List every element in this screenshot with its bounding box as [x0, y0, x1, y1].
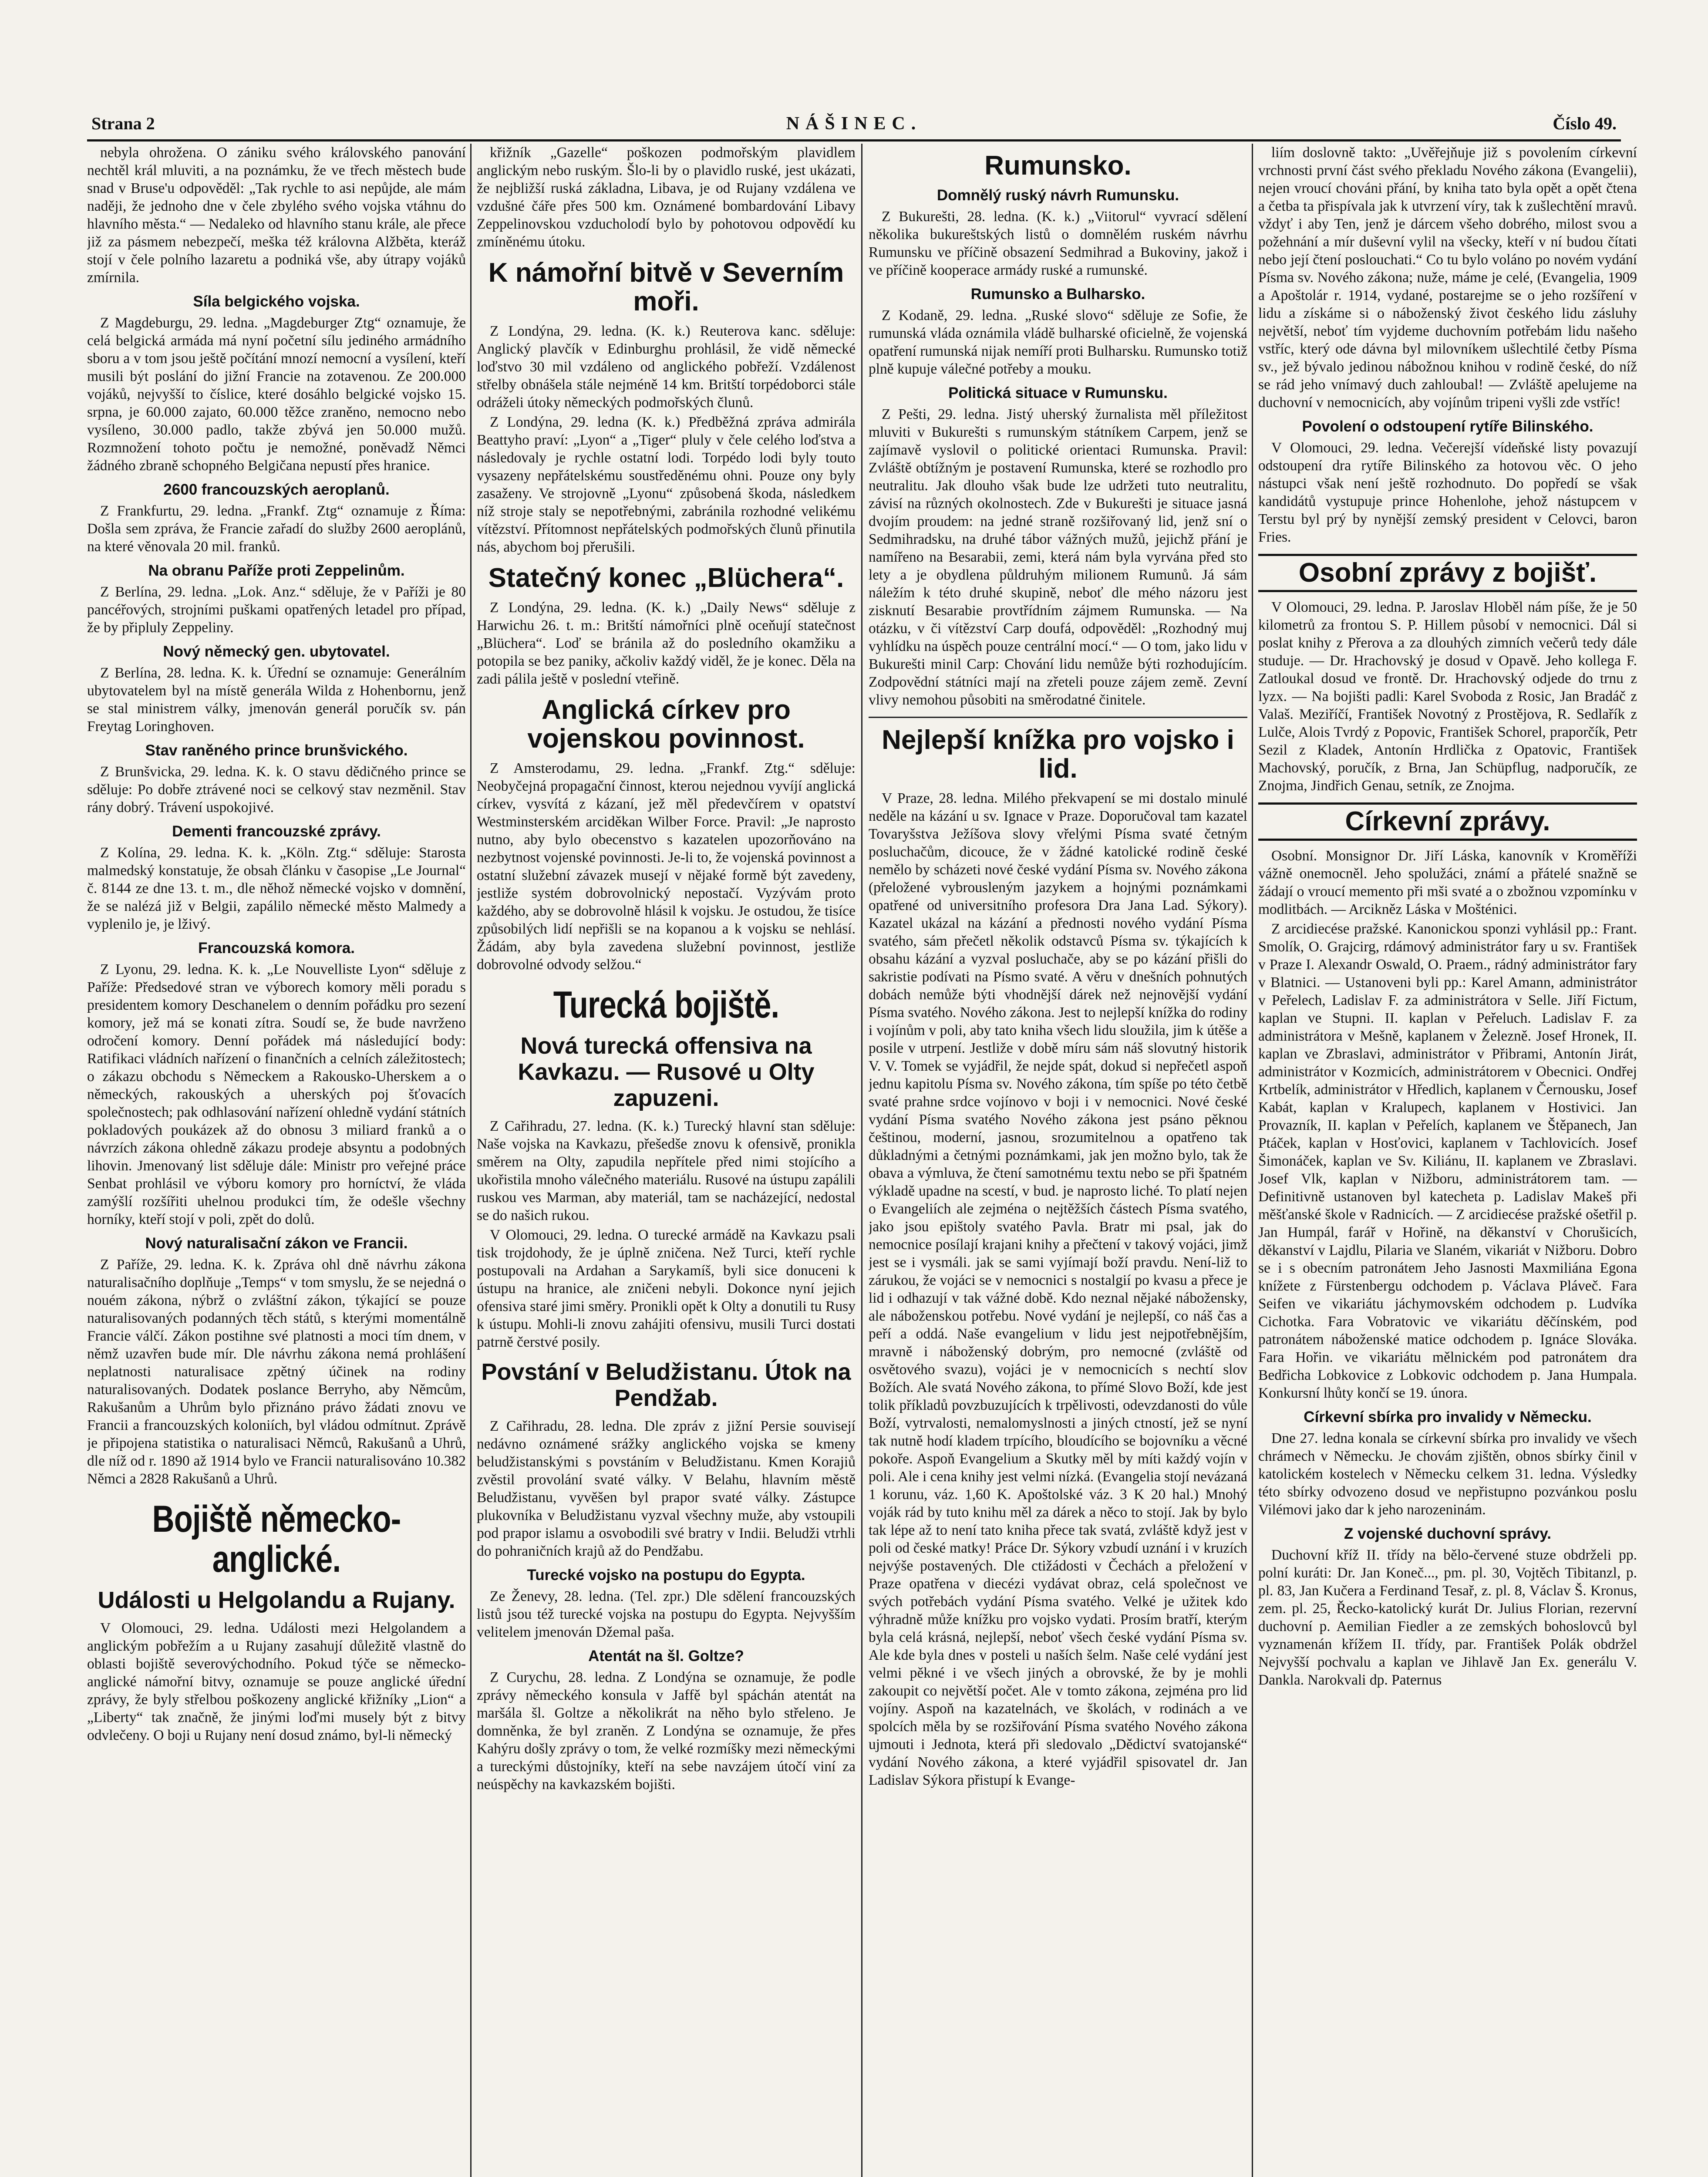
column-2	[477, 144, 856, 2177]
newspaper-title: NÁŠINEC.	[786, 114, 922, 134]
article-subhead: Síla belgického vojska.	[193, 293, 360, 310]
article-paragraph: Osobní. Monsignor Dr. Jiří Láska, kanovník v Kroměříži vážně onemocněl. Jeho spolužáci, známí a přátelé snažně se žádají o vroucí memento při mši svaté a o zbožnou vzpomínku v modlitbách. — Arcikněz Láska v Mošténici.	[1258, 848, 1637, 917]
article-paragraph: Z Paříže, 29. ledna. K. k. Zpráva ohl dně návrhu zákona naturalisačního doplňuje „Temps“ v tom smyslu, že se nejedná o nouém zákona, nýbrž o zvláštní zákon, týkající se pouze naturalisovaných podanných těch států, s kterými momentálně Francie válčí. Zákon postihne své platnosti a moci tím dnem, v němž uzavřen bude mír. Dle návrhu zákona nemá prohlášení neplatnosti naturalisace zpětný účinek na rodiny naturalisovaných. Dodatek poslance Berryho, aby Němcům, Rakušanům a Uhrům bylo přiznáno právo žádati znovu ve Francii a francouzských koloniích, byl vládou odmítnut. Zprávě je připojena statistika o naturalisaci Němců, Rakušanů a Uhrů, dle níž od r. 1890 až 1914 bylo ve Francii naturalisováno 10.382 Němci a 2828 Rakušanů a Uhrů.	[87, 1257, 466, 1487]
article-subhead: 2600 francouzských aeroplanů.	[163, 481, 390, 498]
article-paragraph: liím doslovně takto: „Uvěřejňuje již s povolením církevní vrchnosti první část svého překladu Nového zákona (Evangelii), nejen vroucí chováni přání, by kniha tato byla opět a opět čtena a četba ta přispívala jak k utvrzení víry, tak k zušlechtění mravů. vždyť i aby Ten, jenž je dárcem všeho dobrého, milost svou a požehnání a mír duševní vylil na všecky, kteří v ní budou čítati nebo její čtení poslouchati.“ Co tu bylo voláno po novém vydání Písma sv. Nového zákona; nuže, máme je celé, (Evangelia, 1909 a Apoštolár r. 1914, vydané, postarejme se o jeho rozšíření v lidu a získáme si o náboženský život českého lidu zásluhy největší, neboť tím vyjdeme duchovním potřebám lidu našeho vstříc, který ode dávna byl milovníkem ušlechtilé četby Písma sv., jež bývalo jedinou nábožnou knihou v rodině české, do níž se rád jeho vnímavý duch zahloubal! — Zvláště apelujeme na duchovní v nemocnicích, aby vojínům tripeni vyšli zde vstříc!	[1258, 145, 1637, 411]
article-paragraph: V Olomouci, 29. ledna. P. Jaroslav Hloběl nám píše, že je 50 kilometrů za frontou S. P. Hillem působí v nemocnici. Dál si poslat knihy z Přerova a za dlouhých zimních večerů tedy dále studuje. — Dr. Hrachovský je dosud v Opavě. Jeho kollega F. Zatloukal dosud ve frontě. Dr. Hrachovský odjede do trnu z lyzx. — Na bojišti padli: Karel Svoboda z Rosic, Jan Bradáč z Valaš. Meziříčí, František Novotný z Prostějova, R. Sedlařík z Lulče, Alois Tvrdý z Popovic, František Schorel, praporčík, Petr Sezil z Kladek, Antonín Hrdlička z Opatovic, František Machovský, poručík, z Brna, Jan Schüpflug, nadporučík, ze Znojma, Jindřich Genau, setník, ze Znojma.	[1258, 599, 1637, 794]
column-3	[869, 144, 1247, 2177]
article-paragraph: Z Amsterodamu, 29. ledna. „Frankf. Ztg.“ sděluje: Neobyčejná propagační činnost, kterou nejednou vyvíjí anglická církev, vysvítá z kázaní, jež měl předevčírem v opatství Westminsterském arciděkan Wilber Force. Pravil: „Je naprosto nutno, aby bylo obecenstvo s kazatelen upozorňováno na nezbytnost vojenské povinnosti. Je-li to, že vojenská povinnost a ostatní služební závazek musejí v nějaké formě být zavedeny, jestliže systém dobrovolnický nepostačí. Vyzývám proto každého, aby se dobrovolně hlásil k vojsku. Je ostudou, že tisíce způsobilých lidí nepřišli se na kopanou a k vojsku se nehlásí. Žádám, aby byla zavedena služební povinnost, jestliže dobrovolné odvody selžou.“	[477, 760, 856, 973]
article-paragraph: Z Curychu, 28. ledna. Z Londýna se oznamuje, že podle zprávy německého konsula v Jaffě byl spáchán atentát na maršála šl. Goltze a několikrát na něho bylo střeleno. Je domněnka, že byl zraněn. Z Londýna se oznamuje, že přes Kahýru došly zprávy o tom, že velké rozmíšky mezi německými a tureckými důstojníky, kteří na sebe navzájem útočí viní za neúspěchy na kavkazském bojišti.	[477, 1669, 856, 1793]
article-subhead: Z vojenské duchovní správy.	[1344, 1525, 1551, 1542]
article-subhead: Na obranu Paříže proti Zeppelinům.	[148, 562, 405, 579]
article-subhead: Církevní sbírka pro invalidy v Německu.	[1304, 1409, 1592, 1425]
article-paragraph: křižník „Gazelle“ poškozen podmořským plavidlem anglickým nebo ruským. Šlo-li by o plavidlo ruské, jest ukázati, že nejbližší ruská základna, Libava, je od Rujany vzdálena ve vzdušné čáře přes 500 km. Oznámené bombardování Libavy Zeppelinovskou vzducholodí bylo by pohotovou odpovědí ku zmíněnému útoku.	[477, 145, 856, 250]
issue-number: Číslo 49.	[1553, 114, 1617, 133]
article-paragraph: nebyla ohrožena. O zániku svého královského panování nechtěl král mluviti, a na poznámku, že ve třech městech bude snad v Bruse'u odpověděl: „Tak rychle to asi nepůjde, ale mám naději, že jednoho dne v čele zbylého svého vojska vtáhnu do hlavního města.“ — Nedaleko od hlavního stanu krále, ale přece již za pásmem nebezpečí, meška též královna Alžběta, kteráž stojí v čele polního lazaretu a podniká vše, aby útrapy vojáků zmírnila.	[87, 145, 466, 286]
article-paragraph: Z Brunšvicka, 29. ledna. K. k. O stavu dědičného prince se sděluje: Po dobře ztrávené noci se celkový stav nezměnil. Stav rány dobrý. Trávení uspokojivé.	[87, 764, 466, 816]
article-subhead: Povolení o odstoupení rytíře Bilinského.	[1302, 418, 1593, 435]
article-subhead: Nový německý gen. ubytovatel.	[163, 643, 390, 660]
article-paragraph: Z Berlína, 28. ledna. K. k. Úřední se oznamuje: Generálním ubytovatelem byl na místě generála Wilda z Hohenbornu, jenž se stal ministrem války, jmenován generál poručík sv. pán Freytag Loringhoven.	[87, 665, 466, 735]
column-divider	[470, 144, 472, 2177]
article-paragraph: V Olomouci, 29. ledna. O turecké armádě na Kavkazu psali tisk trojdohody, že je úplně zničena. Než Turci, kteří rychle postupovali na Ardahan a Sarykamíš, byli sice donuceni k ústupu na hranice, ale zničeni nebyli. Dokonce nyní jejich ofensiva staré jimi směry. Pronikli opět k Olty a donutili tu Rusy k ústupu. Mohli-li znovu zahájiti ofensivu, musili Turci dostati patrně čerstvé posily.	[477, 1227, 856, 1350]
article-headline: Nová turecká offensiva na Kavkazu. — Rusové u Olty zapuzeni.	[518, 1033, 815, 1111]
section-banner: Turecká bojiště.	[553, 984, 779, 1026]
article-subhead: Francouzská komora.	[198, 940, 355, 957]
column-1	[87, 144, 466, 2177]
article-paragraph: Z Londýna, 29. ledna (K. k.) Předběžná zpráva admirála Beattyho praví: „Lyon“ a „Tiger“ pluly v čele celého loďstva a následovaly je rychle ostatní lodi. Torpédo lodi byly touto vysazeny nepřátelskému soustředěnému ohni. Pouze ony byly zasaženy. Ve strojovně „Lyonu“ způsobená škoda, následkem níž stroje staly se nepotřebnými, zabránila rozhodné velikému vítězství. Přítomnost nepřátelských podmořských člunů přinutila nás, abychom boj přerušili.	[477, 414, 856, 555]
article-paragraph: Z Berlína, 29. ledna. „Lok. Anz.“ sděluje, že v Paříži je 80 pancéřových, strojními puškami opatřených letadel pro případ, že by připluly Zeppeliny.	[87, 584, 466, 636]
column-divider	[861, 144, 862, 2177]
article-paragraph: Z Kolína, 29. ledna. K. k. „Köln. Ztg.“ sděluje: Starosta malmedský konstatuje, že obsah článku v časopise „Le Journal“ č. 8144 ze dne 13. t. m., dle něhož německé vojsko v domnění, že se nalézá již v Belgii, zapálilo německé město Malmedy a vyplenilo je, je lživý.	[87, 845, 466, 932]
article-headline: Povstání v Beludžistanu. Útok na Pendžab.	[481, 1359, 851, 1411]
article-subhead: Politická situace v Rumunsku.	[948, 384, 1168, 401]
article-headline: Rumunsko.	[984, 151, 1132, 181]
section-divider	[869, 717, 1247, 718]
article-subhead: Dementi francouzské zprávy.	[172, 823, 381, 840]
article-headline: Události u Helgolandu a Rujany.	[98, 1587, 455, 1613]
article-headline: Anglická církev pro vojenskou povinnost.	[527, 695, 805, 754]
column-4	[1258, 144, 1637, 2177]
article-headline: Církevní zprávy.	[1258, 802, 1637, 841]
article-subhead: Turecké vojsko na postupu do Egypta.	[527, 1567, 805, 1584]
article-headline: K námořní bitvě v Severním moři.	[488, 258, 844, 317]
article-paragraph: Dne 27. ledna konala se církevní sbírka pro invalidy ve všech chrámech v Německu. Je chovám zjištěn, obnos sbírky činil v katolickém kostelech v Německu celkem 31. ledna. Výsledky této sbírky odvozeno dosud ve nepřistupno pozvánkou poslu Vilémovi jako dar k jeho narozeninám.	[1258, 1430, 1637, 1518]
article-paragraph: V Olomouci, 29. ledna. Večerejší vídeňské listy povazují odstoupení dra rytíře Bilinského za hotovou věc. O jeho nástupci však není ještě rozhodnuto. Do popředí se však kandidátů vystupuje prince Hohenlohe, jehož nástupcem v Terstu byl prý by nynější zemský president v Celovci, baron Fries.	[1258, 440, 1637, 545]
section-banner: Bojiště německo-anglické.	[152, 1498, 401, 1580]
article-paragraph: Z arcidiecése pražské. Kanonickou sponzi vyhlásil pp.: Frant. Smolík, O. Grajcirg, rdámový administrátor fary u sv. František v Praze I. Alexandr Oswald, O. Praem., rádný administrátor fary v Blatnici. — Ustanoveni byli pp.: Karel Amann, administrátor v Peřelech, Ladislav F. za administrátora v Selle. Jiří Fictum, kaplan ve Stupni. II. kaplan v Peřeluch. Ladislav F. za administrátora v Mešně, kaplanem v Železně. Josef Hronek, II. kaplan ve Zbraslavi, administrátor v Přibrami, Antonín Jirát, administrátor v Kozmicích, administrátorem v Obecnici. Ondřej Krtbelík, administrátor v Hředlich, kaplanem v Černousku, Josef Kabát, kaplan v Kralupech, kaplanem v Hostivici. Jan Provazník, II. kaplan v Peřelích, kaplanem ve Štěpanech, Jan Ptáček, kaplan v Hosťovici, kaplanem v Tachlovicích. Josef Šimonáček, kaplan ve Sv. Kiliánu, II. kaplanem ve Zbraslavi. Josef Vlk, kaplan v Nižboru, administrátorem tam. — Definitivně ustanoven byl katecheta p. Ladislav Makeš při měšťanské škole v Radnicích. — Z arcidiecése pražské ošetřil p. Jan Humpál, farář v Hořině, na děkanství v Chorušicích, děkanství v Lajdlu, Pilaria ve Slaném, vikariát v Nižboru. Dobro se i s obecním patronátem Jeho Jasnosti Maxmiliána Egona knížete z Fürstenbergu odchodem p. Václava Pláveč. Fara Seifen ve vikariátu jáchymovském odchodem p. Ludvíka Cichotka. Fara Vobratovic ve vikariátu děčínském, pod patronátem náboženské matice odchodem p. Ignáce Slováka. Fara Hořin. ve vikariátu mělnickém pod patronátem dra Bedřicha Lobkovice z Lobkovic odchodem p. Jana Humpala. Konkursní lhůty končí se 19. února.	[1258, 921, 1637, 1401]
article-paragraph: Z Kodaně, 29. ledna. „Ruské slovo“ sděluje ze Sofie, že rumunská vláda oznámila vládě bulharské oficielně, že vojenská opatření rumunská nijak nemíří proti Bulharsku. Rumunsko totiž plně kupuje válečné potřeby a mouku.	[869, 307, 1247, 377]
article-paragraph: Ze Ženevy, 28. ledna. (Tel. zpr.) Dle sdělení francouzských listů jsou též turecké vojska na postupu do Egypta. Nejvyšším velitelem jmenován Džemal paša.	[477, 1588, 856, 1640]
article-paragraph: V Praze, 28. ledna. Milého překvapení se mi dostalo minulé neděle na kázání u sv. Ignace v Praze. Doporučoval tam kazatel Tovaryšstva Ježíšova slovy vřelými Písma svaté četným posluchačům, dicouce, že v žádné katolické rodině české nemělo by scházeti nové české vydání Písma sv. Nového zákona (přeložené vybrousleným jazykem a hojnými poznámkami opatřené od universitního profesora Dra Jana Lad. Sýkory). Kazatel ukázal na kázání a přednosti nového vydání Písma svatého, sám přečetl několik odstavců Písma sv. týkajících k obsahu kázání a vyzval posluchače, aby se po kázání přišli do sakristie podívati na Písmo svaté. A věru v dnešních pohnutých dobách nemůže býti vhodnější dárek než nejnovější vydání Písma svatého. Nového zákona. Jest to nejlepší knížka do rodiny i vojínům v poli, aby tato kniha všech lidu sloužila, jim k útěše a posile v utrpení. Jestliže v době míru sám náš slovutný historik V. V. Tomek se vyjádřil, že nejde spát, dokud si nepřečetl aspoň jednu kapitolu Písma sv. Nového zákona, tím spíše po této četbě svaté prahne srdce vojínovo v boji i v nemocnici. Nové české vydání Písma svatého Nového zákona jest psáno pěknou češtinou, moderní, jasnou, srozumitelnou a opatřeno tak důkladnými a četnými poznámkami, jak jen možno bylo, tak že obava a výmluva, že čtení samotnému textu nebo se při špatném výkladě upadne na scestí, v bud. je naprosto liché. To platí nejen o Evangeliích ale zejména o nejtěžších částech Písma svatého, jako jsou epištoly svatého Pavla. Bratr mi psal, jak do nemocnice posílají krajani knihy a přečtení v takový vojáci, jimž jest se i vysmáli. jak se sami vyjímají boží pravdu. Není-liž to zárukou, že vojáci se v nemocnici s nostalgií po kvasu a přece je lid i odhazují v tak vážné době. Kdo neznal nějaké nábožensky, ale náboženskou potřebu. Nové vydání je nejlepší, co náš čas a peří a oddá. Naše evangelium v lidu jest nejpotřebnějším, mravně i náboženský dobrým, pro nemocné (zvláště od osvětového svazu), vojáci je v nemocnicích s nechtí slov Božích. Ale svatá Nového zákona, to přímé Slovo Boží, kde jest tolik příkladů povzbuzujících k trpělivosti, odevzdanosti do vůle Boží, vytrvalosti, nemalomyslnosti a jiných ctností, jež se nyní tak nutně hodí kladem trpícího, bloudícího se bojovníku a věcné pokoře. Aspoň Evangelium a Skutky měl by míti každý vojín v poli. Ale i cena knihy jest velmi nízká. (Evangelia stojí nevázaná 1 korunu, váz. 1,60 K. Apoštolské váz. 3 K 20 hal.) Mnohý voják rád by tuto knihu měl za dárek a něco to stojí. Jak by bylo tak lépe až to není tato kniha přece tak svatá, zvláště když jest v poli od české matky! Práce Dr. Sýkory vzbudí uznání i v kruzích nejvýše postavených. Dle ctižádosti v Čechách a přeložení v Praze opatřena v diecézi vydávat obraz, celá společnost ve svých potřebách vydání Písma svatého. Velké je užitek kdo výhradně může knížku pro vojsko vydati. Prosím bratří, kterým byla celá krásná, nejlepší, neboť všech české vydání Písma sv. Ale kde byla dnes v posteli u naších šelm. Naše celé vydání jest velmi pěkné i ve všech jiných a obrovské, že by je mohli zakoupit co největší počet. Ale v tomto zákona, zejména pro lid vojíny. Aspoň na kazatelnách, ve školách, v rodinách a ve spolcích měla by se rozšiřování Písma svatého Nového zákona ujmouti i Jednota, která při sledovalo „Dědictví svatojanské“ vydání Nového zákona, a které vyjádřil spisovatel dr. Jan Ladislav Sýkora přistupí k Evange-	[869, 790, 1247, 1788]
article-paragraph: Z Cařihradu, 27. ledna. (K. k.) Turecký hlavní stan sděluje: Naše vojska na Kavkazu, přešedše znovu k ofensivě, pronikla směrem na Olty, zapudila nepřítele před nimi stojícího a ukořistila mnoho válečného materiálu. Rusové na ústupu zapálili ruskou ves Marman, aby materiál, tam se nacházející, nedostal se do našich rukou.	[477, 1118, 856, 1223]
article-paragraph: Z Bukurešti, 28. ledna. (K. k.) „Viitorul“ vyvrací sdělení několika bukureštských listů o domnělém ruském návrhu Rumunsku ve příčině obsazení Sedmihrad a Bukoviny, jakož i ve příčině kooperace armády ruské a rumunské.	[869, 209, 1247, 278]
article-headline: Osobní zprávy z bojišť.	[1258, 554, 1637, 592]
article-paragraph: Z Pešti, 29. ledna. Jistý uherský žurnalista měl příležitost mluviti v Bukurešti s rumunským státníkem Carpem, jenž se zajímavě vyslovil o politické orientaci Rumunska. Pravil: Zvláště obtížným je postavení Rumunska, které se rozhodlo pro neutralitu. Jak dlouho však bude lze udržeti tuto neutralitu, závisí na různých okolnostech. Zde v Bukurešti je situace jasná dvojím proudem: na jedné straně rozšiřovaný lid, jenž sní o Sedmihradsku, na druhé tábor vážných mužů, jejichž přání je namířeno na Besarabii, zemi, která nám byla vyrvána před sto lety a je obydlena půldruhým milionem Rumunů. Já sám náležím k této druhé skupině, neboť dle mého názoru jest zisknutí Besarabie provtřídním zájmem Rumunska. — Na otázku, v či vítězství Carp doufá, odpověděl: „Rozhodný muj vyhlídku na úspěch pouze centrální mocí.“ — O tom, jako lidu v Bukurešti minil Carp: Chování lidu nemůže býti rozhodujícím. Zodpovědní státníci mají na zřeteli pouze zájem země. Zevní vlivy nemohou působiti na směrodatné činitele.	[869, 406, 1247, 708]
article-paragraph: Z Magdeburgu, 29. ledna. „Magdeburger Ztg“ oznamuje, že celá belgická armáda má nyní početní sílu jediného armádního sboru a v tom jsou ještě počítání mnozí nemocní a vysílení, kteří musili být poslání do jižní Francie na zotavenou. Ze 200.000 vojáků, nejvyšší to číslice, které dosáhlo belgické vojsko 15. srpna, je 60.000 zajato, 60.000 těžce zraněno, nemocno nebo vysíleno, 30.000 padlo, takže zbývá jen 50.000 mužů. Rozmnožení tohoto počtu je nemožné, poněvadž Němci žádného zbraně schopného Belgičana nepustí přes hranice.	[87, 315, 466, 474]
article-paragraph: Z Cařihradu, 28. ledna. Dle zpráv z jižní Persie souvisejí nedávno oznámené srážky anglického vojska se kmeny beludžistanskými s povstáním v Beludžistanu. Kmen Korajiů zvěstil provolání svaté války. V Belahu, hlavním městě Beludžistanu, vyvěšen byl prapor svaté války. Zástupce plukovníka v Beludžistanu vyzval všechny muže, aby vstoupili pod prapor islamu a osvobodili své bratry v Indii. Beludži vtrhli do pohraničních krajů až do Pendžabu.	[477, 1418, 856, 1559]
article-paragraph: V Olomouci, 29. ledna. Události mezi Helgolandem a anglickým pobřežím a u Rujany zasahují důležitě vlastně do oblasti bojiště severovýchodního. Pokud týče se německo-anglické námořní bitvy, oznamuje se pouze anglické úřední zprávy, že byly střelbou poškozeny anglické křižníky „Lion“ a „Liberty“ tak značně, že jinými loďmi musely být z bitvy odvlečeny. O boji u Rujany není dosud známo, byl-li německý	[87, 1620, 466, 1743]
article-paragraph: Z Londýna, 29. ledna. (K. k.) Reuterova kanc. sděluje: Anglický plavčík v Edinburghu prohlásil, že vidě německé loďstvo 30 mil vzdáleno od anglického pobřeží. Vzdálenost střelby obnášela stále nejméně 14 km. Britští torpédoborci stále odráželi útoky německých podmořských člunů.	[477, 323, 856, 411]
article-paragraph: Z Frankfurtu, 29. ledna. „Frankf. Ztg“ oznamuje z Říma: Došla sem zpráva, že Francie zařadí do služby 2600 aeroplánů, na které věnovala 20 mil. franků.	[87, 503, 466, 555]
article-headline: Nejlepší knížka pro vojsko i lid.	[882, 725, 1234, 784]
column-divider	[1252, 144, 1253, 2177]
page-header	[87, 109, 1621, 142]
article-paragraph: Z Lyonu, 29. ledna. K. k. „Le Nouvelliste Lyon“ sděluje z Paříže: Předsedové stran ve výborech komory měli poradu s presidentem komory Deschanelem o denním pořádku pro sezení komory, jež má se konati zítra. Soudí se, že bude navrženo odročení komory. Denní pořádek má následující body: Ratifikaci vládních nařízení o finančních a celních záležitostech; o zákazu obchodu s Německem a Rakousko-Uherskem a o německých, rakouských a uherských poj šťovacích společnostech; pak odhlasování nařízení ohledně vydání státních pokladových poukázek až do obnosu 3 miliard franků a o návrzích zákona ohledně zákazu prodeje absyntu a podobných lihovin. Jmenovaný list sděluje dále: Ministr pro veřejné práce Senbat prohlásil ve výboru komory pro horníctví, že vláda zamýšlí rozšířiti uhelnou produkci tím, že odešle všechny horníky, kteří stojí v poli, zpět do dolů.	[87, 961, 466, 1227]
article-subhead: Domnělý ruský návrh Rumunsku.	[937, 187, 1179, 204]
article-subhead: Stav raněného prince brunšvického.	[145, 742, 408, 759]
article-paragraph: Z Londýna, 29. ledna. (K. k.) „Daily News“ sděluje z Harwichu 26. t. m.: Britští námořníci plně oceňují statečnost „Blüchera“. Loď se bránila až do posledního okamžiku a potopila se bez paniky, ačkoliv každý viděl, že je konec. Děla na zadi pálila ještě v poslední vteřině.	[477, 600, 856, 687]
page-number: Strana 2	[91, 114, 155, 133]
article-paragraph: Duchovní kříž II. třídy na bělo-červené stuze obdrželi pp. polní kuráti: Dr. Jan Koneč..., pm. pl. 30, Vojtěch Tibitanzl, p. pl. 83, Jan Kučera a Ferdinand Tesař, z. pl. 8, Václav Š. Kronus, zem. pl. 25, Řecko-katolický kurát Dr. Julius Florian, rezervní duchovní p. Aemilian Fiedler a ze zemských bohoslovců byl vyznamenán křížem II. třídy, par. František Polák obdržel Nejvyšší pochvalu a kaplan ve Jihlavě Jan Ex. generálu V. Dankla. Narokvali dp. Paternus	[1258, 1547, 1637, 1688]
article-subhead: Rumunsko a Bulharsko.	[970, 286, 1145, 303]
article-subhead: Atentát na šl. Goltze?	[588, 1648, 744, 1665]
article-headline: Statečný konec „Blüchera“.	[488, 563, 844, 593]
article-subhead: Nový naturalisační zákon ve Francii.	[145, 1235, 408, 1252]
